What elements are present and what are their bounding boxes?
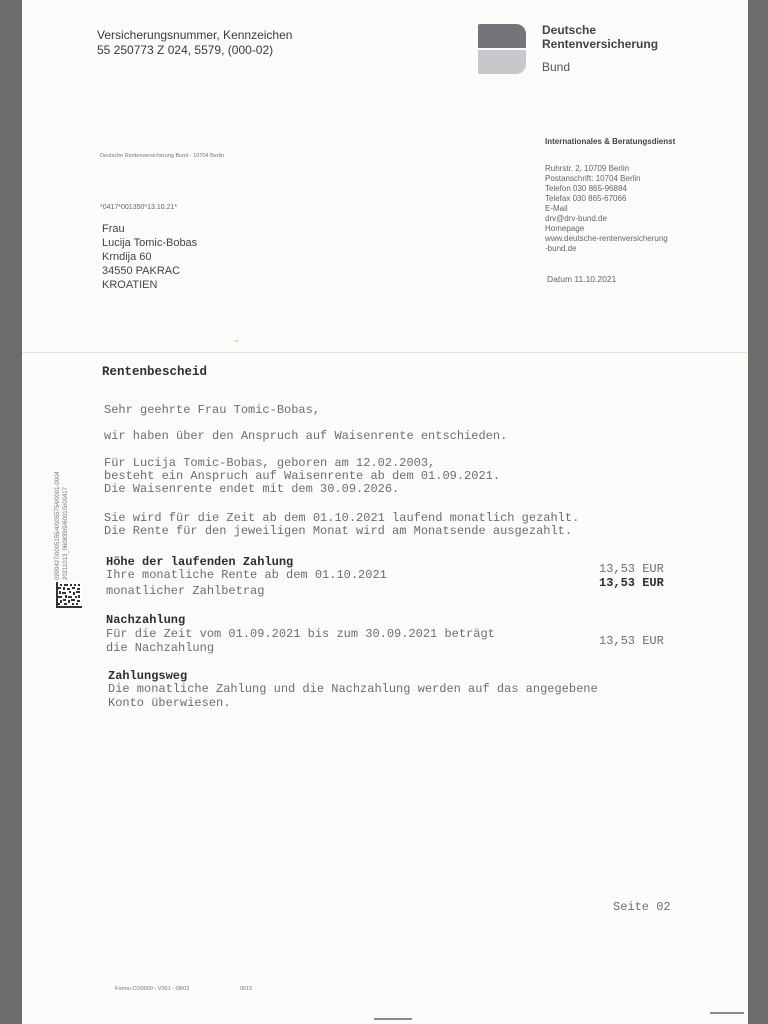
- letter-date: Datum 11.10.2021: [547, 274, 617, 284]
- recipient-line: Frau: [102, 223, 125, 235]
- contact-line: Postanschrift: 10704 Berlin: [545, 174, 641, 183]
- logo-text-sub: Bund: [542, 60, 571, 74]
- document-page: [22, 0, 748, 1024]
- contact-line: Telefon 030 865-96884: [545, 184, 627, 193]
- paragraph-line: Für Lucija Tomic-Bobas, geboren am 12.02.2003,: [104, 456, 436, 470]
- paragraph-line: Die Rente für den jeweiligen Monat wird am Monatsende ausgezahlt.: [104, 524, 573, 538]
- datamatrix-code-icon: [56, 582, 82, 608]
- contact-homepage-cont: -bund.de: [545, 244, 577, 253]
- letter-title: Rentenbescheid: [102, 365, 208, 379]
- contact-line: Homepage: [545, 224, 585, 233]
- edge-mark: [374, 1018, 412, 1020]
- form-code: 0015: [240, 986, 253, 992]
- insurance-number-block: [97, 28, 292, 58]
- salutation: Sehr geehrte Frau Tomic-Bobas,: [104, 403, 321, 417]
- mailing-code: *0417*001350*13.10.21*: [100, 204, 178, 211]
- contact-line: Ruhrstr. 2, 10709 Berlin: [545, 164, 630, 173]
- edge-mark: [710, 1012, 744, 1014]
- payment-method-text-cont: Konto überwiesen.: [108, 696, 231, 710]
- speck: [235, 340, 238, 342]
- fold-line: [22, 352, 748, 353]
- side-codes: [54, 471, 70, 580]
- contact-email: drv@drv-bund.de: [545, 214, 607, 223]
- logo-mark-top: [478, 24, 526, 48]
- payment-method-heading: Zahlungsweg: [108, 669, 188, 683]
- form-number: Formu CO0000 - V001 - 08/03: [115, 986, 190, 992]
- return-address: Deutsche Rentenversicherung Bund · 10704 Berlin: [100, 153, 225, 159]
- drv-logo: [478, 24, 526, 74]
- monthly-payment-amount: 13,53 EUR: [599, 576, 664, 590]
- payment-method-text: Die monatliche Zahlung und die Nachzahlung werden auf das angegebene: [108, 682, 598, 696]
- monthly-pension-label: Ihre monatliche Rente ab dem 01.10.2021: [106, 568, 387, 582]
- department-name: Internationales & Beratungsdienst: [545, 137, 676, 146]
- monthly-pension-amount: 13,53 EUR: [599, 562, 664, 576]
- intro-text: wir haben über den Anspruch auf Waisenrente entschieden.: [104, 429, 508, 443]
- recipient-street: Krndija 60: [102, 251, 152, 263]
- insurance-number-value: 55 250773 Z 024, 5579, (000-02): [97, 43, 274, 57]
- logo-text: [542, 23, 658, 74]
- paragraph-line: Die Waisenrente endet mit dem 30.09.2026.: [104, 482, 400, 496]
- monthly-amount-label: monatlicher Zahlbetrag: [106, 584, 265, 598]
- contact-homepage: www.deutsche-rentenversicherung: [545, 234, 668, 243]
- paragraph-line: Sie wird für die Zeit ab dem 01.10.2021 laufend monatlich gezahlt.: [104, 511, 580, 525]
- recipient-name: Lucija Tomic-Bobas: [102, 237, 198, 249]
- payment-schedule-paragraph: [104, 512, 579, 538]
- back-payment-amount: 13,53 EUR: [599, 634, 664, 648]
- recipient-city: 34550 PAKRAC: [102, 265, 181, 277]
- side-code-line2: 20211013_060839/9/6001/5/00417: [63, 487, 69, 580]
- current-payment-heading: Höhe der laufenden Zahlung: [106, 555, 294, 569]
- back-payment-label: die Nachzahlung: [106, 641, 215, 655]
- entitlement-paragraph: [104, 457, 500, 496]
- contact-details: [545, 164, 668, 254]
- side-code-line1: 0999427/0005155/4/0055754/0001-0004: [55, 471, 61, 580]
- back-payment-text: Für die Zeit vom 01.09.2021 bis zum 30.09.2021 beträgt: [106, 627, 495, 641]
- back-payment-heading: Nachzahlung: [106, 613, 186, 627]
- logo-mark-bottom: [478, 50, 526, 74]
- paragraph-line: besteht ein Anspruch auf Waisenrente ab dem 01.09.2021.: [104, 469, 501, 483]
- recipient-address: [102, 222, 197, 292]
- contact-line: Telefax 030 865-67066: [545, 194, 627, 203]
- page-number: Seite 02: [613, 900, 671, 914]
- insurance-number-label: Versicherungsnummer, Kennzeichen: [97, 28, 293, 42]
- logo-text-line2: Rentenversicherung: [542, 37, 659, 51]
- logo-text-line1: Deutsche: [542, 23, 597, 37]
- contact-line: E-Mail: [545, 204, 568, 213]
- recipient-country: KROATIEN: [102, 279, 158, 291]
